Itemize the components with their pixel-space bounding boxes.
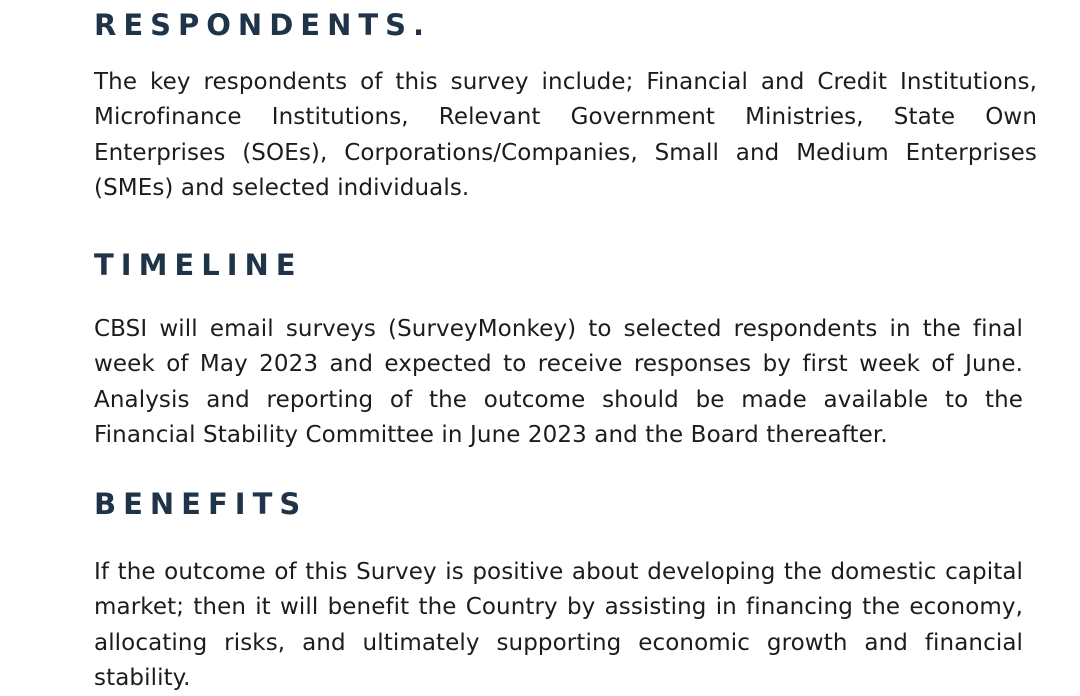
timeline-heading: TIMELINE bbox=[94, 248, 303, 282]
timeline-paragraph: CBSI will email surveys (SurveyMonkey) to selected respondents in the final week of May 2023 and expected to receive responses by first week of June. Analysis and reporting of the outcome should be made available to the Financial Stability Committee in June 2023 and the Board thereafter. bbox=[94, 316, 1023, 448]
respondents-paragraph: The key respondents of this survey include; Financial and Credit Institutions, Microfinance Institutions, Relevant Government Ministries, State Own Enterprises (SOEs), Corporations/Companies, Small and Medium Enterprises (SMEs) and selected individuals. bbox=[94, 69, 1037, 201]
benefits-paragraph: If the outcome of this Survey is positive about developing the domestic capital market; then it will benefit the Country by assisting in financing the economy, allocating risks, and ultimately supporting economic growth and financial stability. bbox=[94, 559, 1023, 691]
benefits-heading: BENEFITS bbox=[94, 487, 308, 521]
respondents-heading: RESPONDENTS. bbox=[94, 8, 432, 42]
